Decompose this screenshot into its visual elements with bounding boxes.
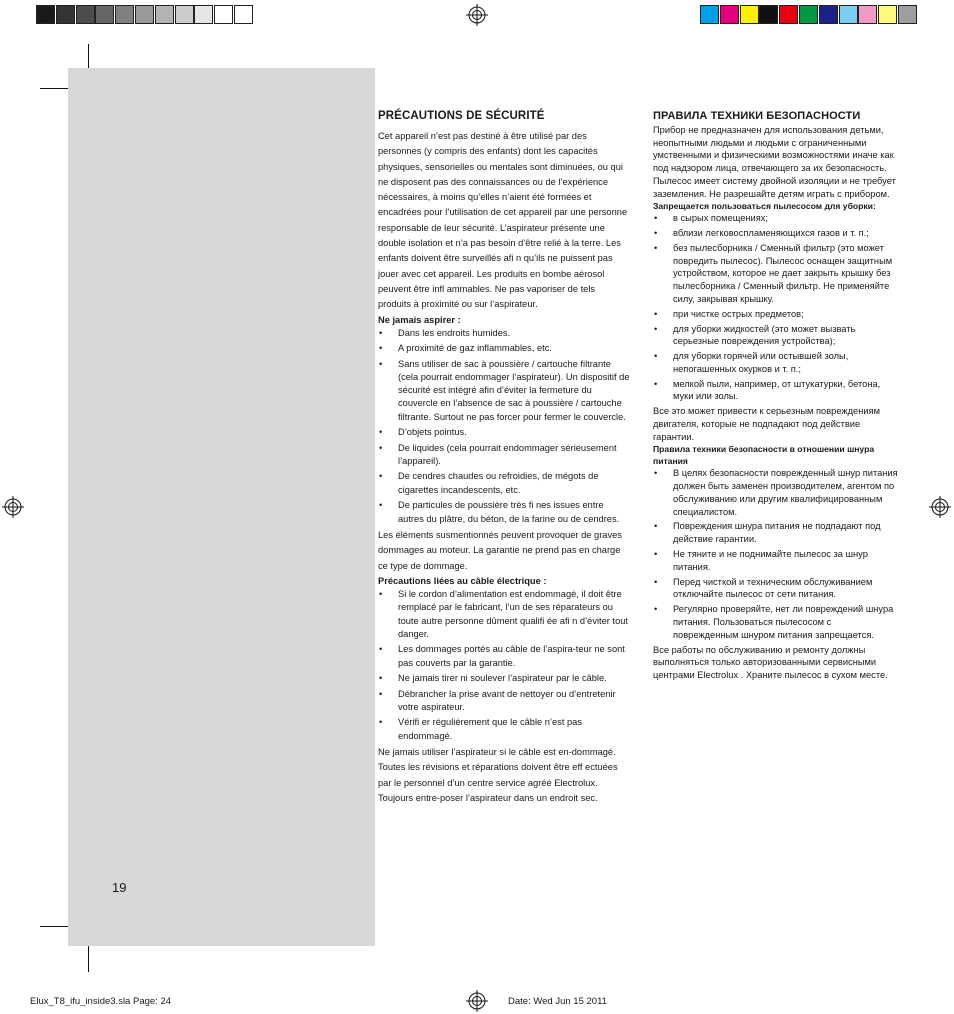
list-item: • без пылесборника / Сменный фильтр (это может повредить пылесос). Пылесос оснащен защитным устройством, которое не дает закрыть крышку без пылесборника / Сменный фильтр. Не применяйте силу, закрывая крышку. (653, 242, 898, 306)
gray-swatch (135, 5, 154, 24)
gray-swatch (214, 5, 233, 24)
russian-never-list (653, 212, 898, 403)
color-swatch (839, 5, 858, 24)
french-cable-list (378, 588, 630, 743)
french-never-heading: Ne jamais aspirer : (378, 314, 461, 325)
list-item: • Регулярно проверяйте, нет ли повреждений шнура питания. Пользоваться пылесосом с поврежденным шнуром питания запрещается. (653, 603, 898, 641)
list-item: • Перед чисткой и техническим обслуживанием отключайте пылесос от сети питания. (653, 576, 898, 601)
list-item: • De liquides (cela pourrait endommager sérieusement l’appareil). (378, 442, 630, 469)
footer-file-info: Elux_T8_ifu_inside3.sla Page: 24 (30, 996, 172, 1007)
list-item: • мелкой пыли, например, от штукатурки, бетона, муки или золы. (653, 378, 898, 403)
gray-swatch (194, 5, 213, 24)
list-item: • Ne jamais tirer ni soulever l’aspirateur par le câble. (378, 672, 630, 685)
french-never-list (378, 327, 630, 526)
list-item: • Vérifi er régulièrement que le câble n’est pas endommagé. (378, 716, 630, 743)
list-item: • Dans les endroits humides. (378, 327, 630, 340)
color-swatch (700, 5, 719, 24)
french-closing: Ne jamais utiliser l’aspirateur si le câble est en-dommagé. Toutes les révisions et réparations doivent être eff ectuées par le personnel d’un centre service agréé Electrolux. Toujours entre-poser l’aspirateur dans un endroit sec. (378, 747, 618, 804)
list-item: • при чистке острых предметов; (653, 308, 898, 321)
color-swatch (858, 5, 877, 24)
gray-swatch (115, 5, 134, 24)
french-column (378, 110, 630, 806)
french-intro: Cet appareil n’est pas destiné à être utilisé par des personnes (y compris des enfants) dont les capacités physiques, sensorielles ou mentales sont diminuées, ou qui ne disposent pas des connaissances ou de l’expérience nécessaires, à moins qu’elles n’aient été formées et encadrées pour l’utilisation de cet appareil par une personne responsable de leur sécurité. L’aspirateur présente une double isolation et n’a pas besoin d’être relié à la terre. Les enfants doivent être surveillés afi n qu’ils ne puissent pas jouer avec cet appareil. Les produits en bombe aérosol peuvent être infl ammables. Ne pas vaporiser de tels produits à proximité ou sur l’aspirateur. (378, 131, 628, 310)
gray-swatch (76, 5, 95, 24)
french-damage-note: Les éléments susmentionnés peuvent provoquer de graves dommages au moteur. La garantie ne prend pas en charge ce type de dommage. (378, 530, 622, 571)
gray-swatch (36, 5, 55, 24)
list-item: • Débrancher la prise avant de nettoyer ou d’entretenir votre aspirateur. (378, 688, 630, 715)
gray-swatch (234, 5, 253, 24)
russian-damage-note: Все это может привести к серьезным повреждениям двигателя, которые не подпадают под действие гарантии. (653, 406, 880, 442)
list-item: • Si le cordon d’alimentation est endommagé, il doit être remplacé par le fabricant, l’un de ses réparateurs ou toute autre personne dûment qualifi ée afi n d’éviter tout danger. (378, 588, 630, 641)
russian-intro: Прибор не предназначен для использования детьми, неопытными людьми и людьми с ограниченными умственными и физическими возможностями иначе как под надзором лица, отвечающего за их безопасность. Пылесос имеет систему двойной изоляции и не требует заземления. Не разрешайте детям играть с прибором. (653, 125, 896, 199)
list-item: • В целях безопасности поврежденный шнур питания должен быть заменен производителем, агентом по обслуживанию или другим квалифицированным специалистом. (653, 467, 898, 518)
list-item: • Les dommages portés au câble de l’aspira-teur ne sont pas couverts par la garantie. (378, 643, 630, 670)
list-item: • Не тяните и не поднимайте пылесос за шнур питания. (653, 548, 898, 573)
russian-cable-heading: Правила техники безопасности в отношении шнура питания (653, 444, 875, 467)
russian-never-heading: Запрещается пользоваться пылесосом для уборки: (653, 201, 876, 212)
list-item: • D’objets pointus. (378, 426, 630, 439)
color-swatch (720, 5, 739, 24)
gray-swatch (56, 5, 75, 24)
list-item: • вблизи легковоспламеняющихся газов и т. п.; (653, 227, 898, 240)
color-swatch (799, 5, 818, 24)
page-number: 19 (112, 880, 127, 895)
list-item: • в сырых помещениях; (653, 212, 898, 225)
registration-mark-icon (2, 496, 24, 518)
registration-mark-icon (466, 4, 488, 26)
list-item: • De particules de poussière très fi nes issues entre autres du plâtre, du béton, de la farine ou de cendres. (378, 499, 630, 526)
gray-swatch (155, 5, 174, 24)
list-item: • для уборки горячей или остывшей золы, непогашенных окурков и т. п.; (653, 350, 898, 375)
russian-cable-list (653, 467, 898, 641)
registration-mark-icon (466, 990, 488, 1012)
list-item: • A proximité de gaz inflammables, etc. (378, 342, 630, 355)
list-item: • для уборки жидкостей (это может вызвать серьезные повреждения устройства); (653, 323, 898, 348)
gray-margin-panel (68, 68, 375, 946)
list-item: • Sans utiliser de sac à poussière / cartouche filtrante (cela pourrait endommager l’aspirateur). Un dispositif de sécurité est intégré afin d’éviter la fermeture du couvercle en l’absence de sac à poussière / cartouche filtrante. Surtout ne pas forcer pour fermer le couvercle. (378, 358, 630, 424)
gray-swatch (95, 5, 114, 24)
gray-swatch (175, 5, 194, 24)
list-item: • Повреждения шнура питания не подпадают под действие гарантии. (653, 520, 898, 545)
registration-mark-icon (929, 496, 951, 518)
list-item: • De cendres chaudes ou refroidies, de mégots de cigarettes incandescents, etc. (378, 470, 630, 497)
color-swatch (759, 5, 778, 24)
french-title: PRÉCAUTIONS DE SÉCURITÉ (378, 110, 545, 122)
color-swatch (779, 5, 798, 24)
footer-date: Date: Wed Jun 15 2011 (508, 996, 607, 1007)
color-swatch (898, 5, 917, 24)
russian-closing: Все работы по обслуживанию и ремонту должны выполняться только авторизованными сервисными центрами Electrolux . Храните пылесос в сухом месте. (653, 644, 888, 680)
russian-column (653, 110, 898, 682)
color-swatch (819, 5, 838, 24)
french-cable-heading: Précautions liées au câble électrique : (378, 575, 547, 586)
color-swatch (740, 5, 759, 24)
russian-title: ПРАВИЛА ТЕХНИКИ БЕЗОПАСНОСТИ (653, 110, 861, 122)
color-swatch (878, 5, 897, 24)
